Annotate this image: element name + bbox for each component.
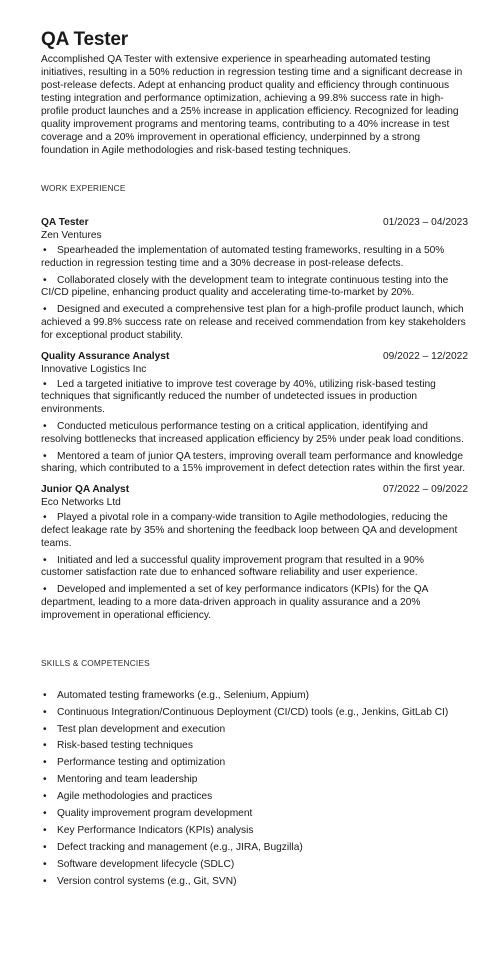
skill-item <box>41 690 468 703</box>
job-bullet <box>41 555 468 581</box>
job-bullet-text: Led a targeted initiative to improve test coverage by 40%, utilizing risk-based testing techniques that significantly reduced the number of undetected issues in production environments. <box>41 378 436 416</box>
job-entry <box>41 483 468 622</box>
job-bullet-text: Conducted meticulous performance testing on a critical application, identifying and resolving bottlenecks that increased application efficiency by 25% under peak load conditions. <box>41 420 464 445</box>
bullet-dot: • <box>43 689 47 701</box>
job-bullet-text: Mentored a team of junior QA testers, improving overall team performance and knowledge sharing, which contributed to a 15% improvement in defect detection rates within the first year. <box>41 450 466 475</box>
bullet-dot: • <box>43 740 47 752</box>
job-header <box>41 483 468 496</box>
skill-item <box>41 808 468 821</box>
job-bullet <box>41 584 468 622</box>
skill-item <box>41 774 468 787</box>
job-header <box>41 216 468 229</box>
job-title: Junior QA Analyst <box>41 484 130 496</box>
job-bullets <box>41 379 468 477</box>
job-bullet <box>41 512 468 550</box>
skill-item <box>41 825 468 838</box>
job-bullet-text: Developed and implemented a set of key performance indicators (KPIs) for the QA department, leading to a more data-driven approach in quality assurance and a 20% improvement in operational efficiency. <box>41 584 428 621</box>
skills-list <box>41 690 468 890</box>
job-title: Quality Assurance Analyst <box>41 350 170 362</box>
skill-text: Test plan development and execution <box>57 723 226 735</box>
job-bullets <box>41 512 468 622</box>
bullet-dot: • <box>43 723 47 735</box>
skill-text: Quality improvement program development <box>57 808 253 820</box>
bullet-dot: • <box>43 420 47 432</box>
bullet-dot: • <box>43 378 47 390</box>
bullet-dot: • <box>43 842 47 854</box>
job-bullet <box>41 421 468 447</box>
work-experience-heading: WORK EXPERIENCE <box>41 183 126 193</box>
skill-item <box>41 757 468 770</box>
skill-item <box>41 740 468 753</box>
skill-text: Risk-based testing techniques <box>57 740 193 752</box>
job-dates: 09/2022 – 12/2022 <box>383 350 468 362</box>
skill-text: Key Performance Indicators (KPIs) analysis <box>57 825 254 837</box>
bullet-dot: • <box>43 304 47 316</box>
bullet-dot: • <box>43 584 47 596</box>
skill-text: Performance testing and optimization <box>57 757 226 769</box>
skill-text: Defect tracking and management (e.g., JIRA, Bugzilla) <box>57 842 303 854</box>
job-bullet <box>41 275 468 301</box>
skill-item <box>41 859 468 872</box>
skill-item <box>41 791 468 804</box>
bullet-dot: • <box>43 512 47 524</box>
bullet-dot: • <box>43 859 47 871</box>
job-dates: 01/2023 – 04/2023 <box>383 217 468 228</box>
job-company: Zen Ventures <box>41 230 102 241</box>
job-entry <box>41 350 468 477</box>
job-bullet-text: Played a pivotal role in a company-wide transition to Agile methodologies, reducing the defect leakage rate by 35% and shortening the feedback loop between QA and development teams. <box>41 512 458 549</box>
resume-name: QA Tester <box>41 29 128 50</box>
bullet-dot: • <box>43 274 47 286</box>
bullet-dot: • <box>43 757 47 769</box>
bullet-dot: • <box>43 791 47 803</box>
bullet-dot: • <box>43 450 47 462</box>
skill-text: Software development lifecycle (SDLC) <box>57 859 235 871</box>
job-dates: 07/2022 – 09/2022 <box>383 484 468 496</box>
bullet-dot: • <box>43 554 47 566</box>
skill-text: Mentoring and team leadership <box>57 774 198 786</box>
skill-item <box>41 876 468 889</box>
skill-text: Version control systems (e.g., Git, SVN) <box>57 876 237 888</box>
job-title: QA Tester <box>41 217 89 228</box>
skills-heading: SKILLS & COMPETENCIES <box>41 657 150 668</box>
skill-item <box>41 707 468 720</box>
bullet-dot: • <box>43 825 47 837</box>
job-company: Eco Networks Ltd <box>41 497 121 509</box>
job-bullet-text: Collaborated closely with the development team to integrate continuous testing into the CI/CD pipeline, enhancing product quality and accelerating time-to-market by 20%. <box>41 274 449 299</box>
job-bullet-text: Spearheaded the implementation of automated testing frameworks, resulting in a 50% reduction in regression testing time and a 30% decrease in post-release defects. <box>41 245 445 269</box>
job-bullet <box>41 304 468 342</box>
job-bullet <box>41 451 468 477</box>
bullet-dot: • <box>43 706 47 718</box>
skill-text: Agile methodologies and practices <box>57 791 213 803</box>
skill-text: Automated testing frameworks (e.g., Selenium, Appium) <box>57 689 309 701</box>
job-bullet <box>41 379 468 417</box>
job-company: Innovative Logistics Inc <box>41 363 147 375</box>
job-header <box>41 350 468 363</box>
job-bullet-text: Designed and executed a comprehensive test plan for a high-profile product launch, which achieved a 99.8% success rate on release and received commendation from key stakeholders for exceptional product stability. <box>41 304 466 341</box>
bullet-dot: • <box>43 774 47 786</box>
bullet-dot: • <box>43 245 47 256</box>
skill-item <box>41 842 468 855</box>
skill-text: Continuous Integration/Continuous Deployment (CI/CD) tools (e.g., Jenkins, GitLab CI) <box>57 706 449 718</box>
skill-item <box>41 724 468 737</box>
job-bullet-text: Initiated and led a successful quality improvement program that resulted in a 90% customer satisfaction rate due to enhanced software reliability and user experience. <box>41 554 424 579</box>
bullet-dot: • <box>43 876 47 888</box>
job-bullets <box>41 245 468 343</box>
bullet-dot: • <box>43 808 47 820</box>
job-entry <box>41 216 468 343</box>
professional-summary: Accomplished QA Tester with extensive experience in spearheading automated testing initiatives, resulting in a 50% reduction in regression testing time and a significant decrease in post-release defects. Adept at enhancing product quality and efficiency through continuous testing integration and performance optimization, achieving a 99.8% success rate in high-profile product launches and a 25% increase in application efficiency. Recognized for leading quality improvement programs and mentoring teams, contributing to a 40% increase in test coverage and a 20% improvement in operational efficiency, underpinned by a strong foundation in Agile methodologies and risk-based testing techniques. <box>41 54 463 156</box>
job-bullet <box>41 245 468 271</box>
